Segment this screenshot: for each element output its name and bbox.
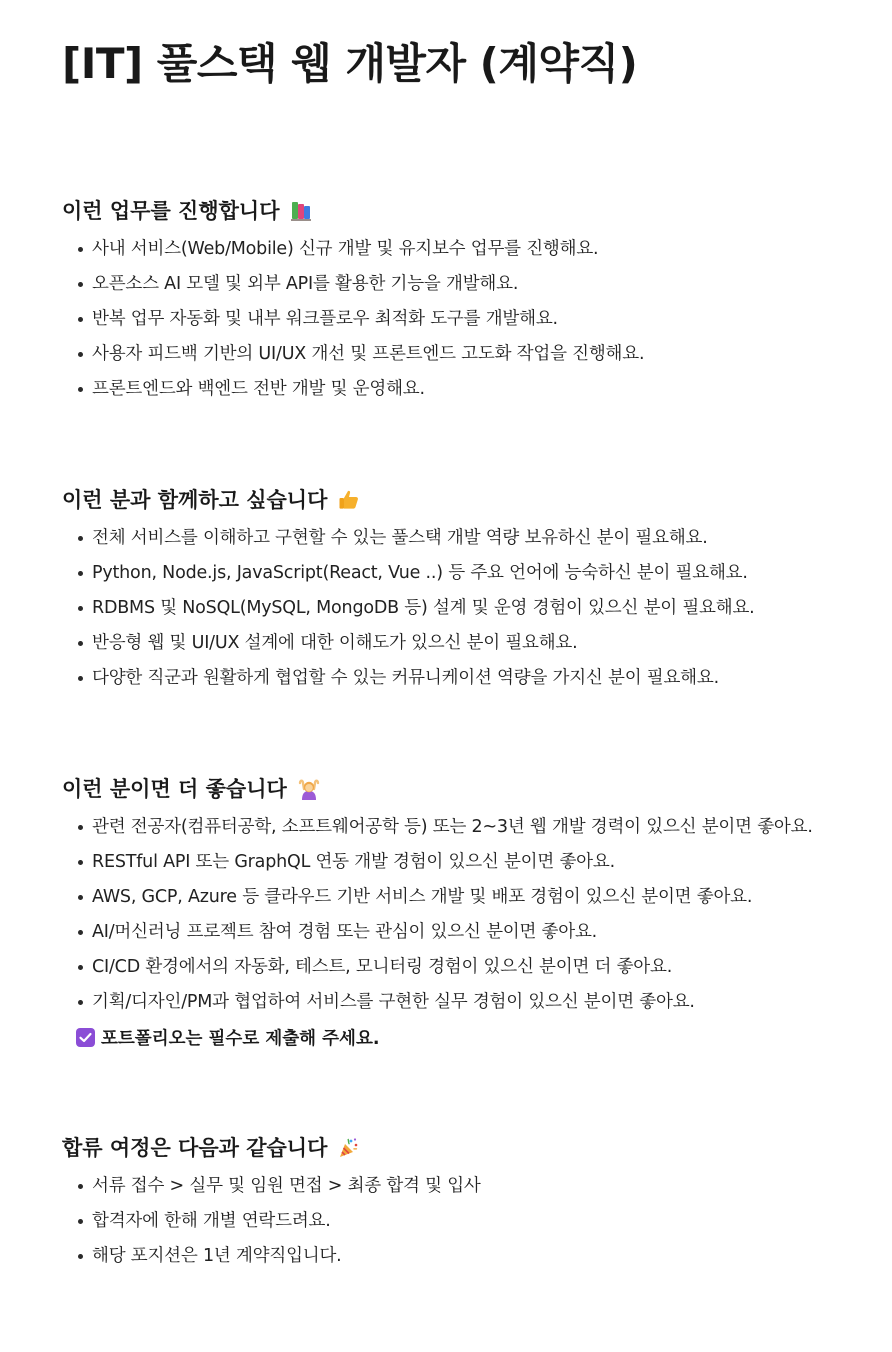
bullet — [78, 965, 83, 970]
list-item: 합격자에 한해 개별 연락드려요. — [62, 1204, 862, 1239]
list-item: 프론트엔드와 백엔드 전반 개발 및 운영해요. — [62, 372, 862, 407]
bullet — [78, 825, 83, 830]
section-heading — [62, 196, 862, 226]
bullet — [78, 641, 83, 646]
section-qualifications — [62, 485, 862, 696]
bullet — [78, 536, 83, 541]
list-item: 기획/디자인/PM과 협업하여 서비스를 구현한 실무 경험이 있으신 분이면 좋아요. — [62, 985, 862, 1020]
bullet — [78, 571, 83, 576]
books-icon — [289, 199, 313, 223]
list-item: 관련 전공자(컴퓨터공학, 소프트웨어공학 등) 또는 2~3년 웹 개발 경력이 있으신 분이면 좋아요. — [62, 810, 862, 845]
section-heading — [62, 774, 862, 804]
section-heading-text: 합류 여정은 다음과 같습니다 — [62, 1136, 328, 1160]
bullet — [78, 930, 83, 935]
responsibilities-list — [62, 232, 862, 407]
bullet — [78, 1219, 83, 1224]
section-preferred — [62, 774, 862, 1055]
hiring-process-list — [62, 1169, 862, 1274]
bullet — [78, 1184, 83, 1189]
check-mark-button-icon — [76, 1028, 95, 1047]
list-item: 사내 서비스(Web/Mobile) 신규 개발 및 유지보수 업무를 진행해요. — [62, 232, 862, 267]
page-title: [IT] 풀스택 웹 개발자 (계약직) — [62, 39, 638, 88]
list-item: RDBMS 및 NoSQL(MySQL, MongoDB 등) 설계 및 운영 경험이 있으신 분이 필요해요. — [62, 591, 862, 626]
bullet — [78, 1254, 83, 1259]
bullet — [78, 387, 83, 392]
section-heading-text: 이런 분과 함께하고 싶습니다 — [62, 488, 328, 512]
list-item: RESTful API 또는 GraphQL 연동 개발 경험이 있으신 분이면 좋아요. — [62, 845, 862, 880]
thumbs-up-icon — [337, 488, 361, 512]
list-item: 사용자 피드백 기반의 UI/UX 개선 및 프론트엔드 고도화 작업을 진행해요. — [62, 337, 862, 372]
person-raising-hands-icon — [297, 777, 321, 801]
list-item: 반복 업무 자동화 및 내부 워크플로우 최적화 도구를 개발해요. — [62, 302, 862, 337]
bullet — [78, 352, 83, 357]
bullet — [78, 282, 83, 287]
bullet — [78, 247, 83, 252]
bullet — [78, 895, 83, 900]
qualifications-list — [62, 521, 862, 696]
list-item: 오픈소스 AI 모델 및 외부 API를 활용한 기능을 개발해요. — [62, 267, 862, 302]
section-heading-text: 이런 업무를 진행합니다 — [62, 199, 280, 223]
list-item: 다양한 직군과 원활하게 협업할 수 있는 커뮤니케이션 역량을 가지신 분이 필요해요. — [62, 661, 862, 696]
portfolio-note-text: 포트폴리오는 필수로 제출해 주세요. — [101, 1029, 380, 1049]
section-heading — [62, 1133, 862, 1163]
bullet — [78, 860, 83, 865]
section-responsibilities — [62, 196, 862, 407]
list-item: 전체 서비스를 이해하고 구현할 수 있는 풀스택 개발 역량 보유하신 분이 필요해요. — [62, 521, 862, 556]
preferred-list — [62, 810, 862, 1020]
bullet — [78, 1000, 83, 1005]
bullet — [78, 606, 83, 611]
list-item: CI/CD 환경에서의 자동화, 테스트, 모니터링 경험이 있으신 분이면 더 좋아요. — [62, 950, 862, 985]
bullet — [78, 317, 83, 322]
section-heading-text: 이런 분이면 더 좋습니다 — [62, 777, 287, 801]
list-item: Python, Node.js, JavaScript(React, Vue ..) 등 주요 언어에 능숙하신 분이 필요해요. — [62, 556, 862, 591]
section-heading — [62, 485, 862, 515]
list-item: 서류 접수 > 실무 및 임원 면접 > 최종 합격 및 입사 — [62, 1169, 862, 1204]
list-item: 해당 포지션은 1년 계약직입니다. — [62, 1239, 862, 1274]
bullet — [78, 676, 83, 681]
portfolio-note — [62, 1020, 862, 1055]
list-item: AI/머신러닝 프로젝트 참여 경험 또는 관심이 있으신 분이면 좋아요. — [62, 915, 862, 950]
party-popper-icon — [337, 1136, 361, 1160]
list-item: AWS, GCP, Azure 등 클라우드 기반 서비스 개발 및 배포 경험이 있으신 분이면 좋아요. — [62, 880, 862, 915]
section-hiring-process — [62, 1133, 862, 1274]
list-item: 반응형 웹 및 UI/UX 설계에 대한 이해도가 있으신 분이 필요해요. — [62, 626, 862, 661]
